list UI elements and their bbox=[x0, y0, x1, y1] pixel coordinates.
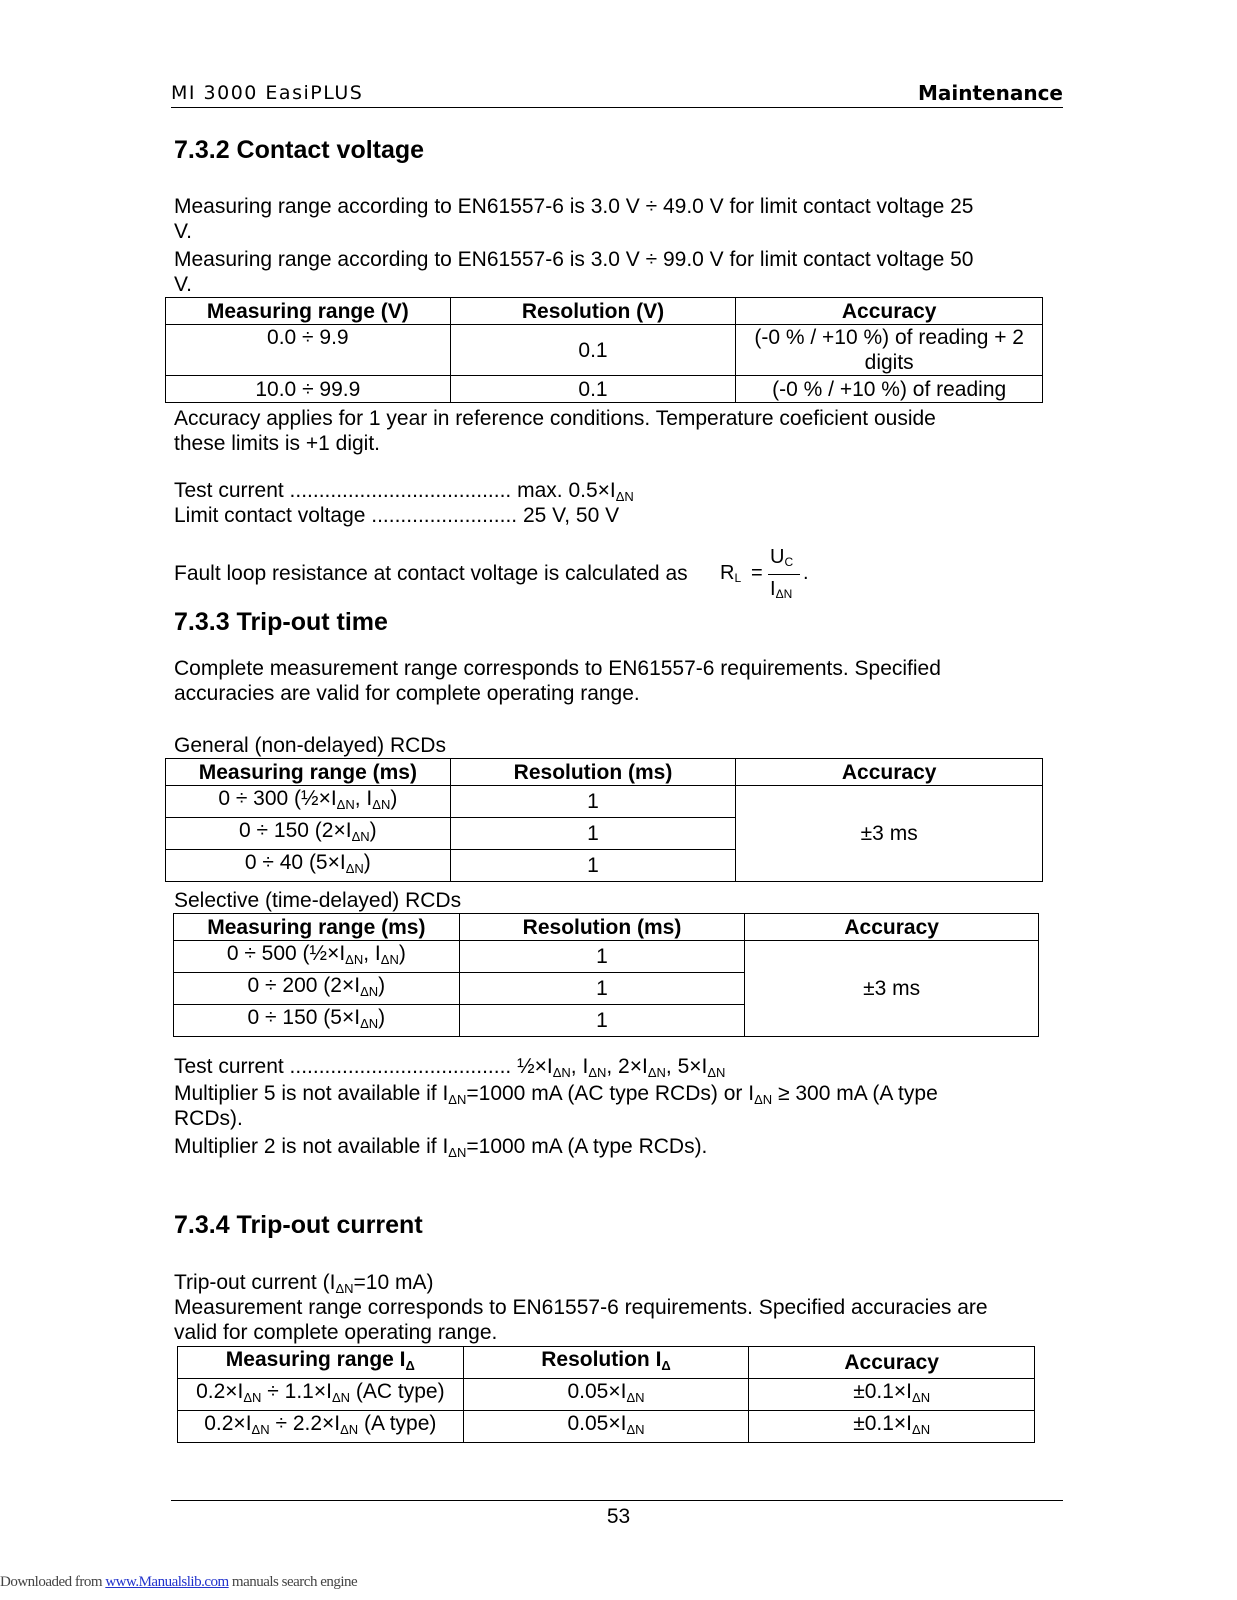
note-text: =1000 mA (AC type RCDs) or I bbox=[466, 1082, 755, 1105]
manualslib-link[interactable]: www.Manualslib.com bbox=[105, 1574, 229, 1590]
limit-contact-voltage-label: Limit contact voltage ......................... bbox=[174, 504, 518, 527]
cell-resolution: 1 bbox=[450, 850, 736, 882]
accuracy-note: Accuracy applies for 1 year in reference conditions. Temperature coeficient ouside bbox=[174, 407, 936, 430]
cell-accuracy bbox=[736, 325, 1043, 376]
subscript-delta-n: ΔN bbox=[331, 1390, 351, 1405]
multiplier-2-note bbox=[174, 1134, 707, 1165]
formula-period: . bbox=[803, 562, 809, 584]
range-text: 0 ÷ 300 (½×I bbox=[218, 787, 337, 810]
subscript-delta-n: ΔN bbox=[448, 1145, 467, 1160]
subscript-delta-n: ΔN bbox=[707, 1065, 726, 1080]
col-header-resolution: Resolution (V) bbox=[450, 298, 736, 325]
subscript-delta-n: ΔN bbox=[626, 1422, 645, 1437]
cell-accuracy: ±3 ms bbox=[736, 786, 1043, 882]
subscript-delta-n: ΔN bbox=[615, 489, 634, 504]
resolution-text: 0.05×I bbox=[567, 1380, 627, 1403]
range-text-25v: Measuring range according to EN61557-6 is 3.0 V ÷ 49.0 V for limit contact voltage 25 bbox=[174, 195, 974, 218]
limit-contact-voltage-line bbox=[174, 503, 619, 528]
trip-out-time-text: Complete measurement range corresponds to EN61557-6 requirements. Specified bbox=[174, 657, 941, 680]
note-text: ≥ 300 mA (A type bbox=[772, 1082, 938, 1105]
subscript-delta-n: ΔN bbox=[912, 1390, 931, 1405]
download-prefix: Downloaded from bbox=[0, 1574, 106, 1590]
cell-resolution: 1 bbox=[459, 1005, 745, 1037]
subscript-delta: Δ bbox=[661, 1358, 671, 1373]
note-text: =1000 mA (A type RCDs). bbox=[466, 1135, 708, 1158]
table-header-row bbox=[174, 914, 1039, 941]
page-number: 53 bbox=[606, 1505, 631, 1528]
range-text-50v-cont: V. bbox=[174, 273, 192, 296]
formula-fraction-bar bbox=[768, 574, 800, 575]
cell-range: 0 ÷ 200 $(2\times I_{\Delta N})$ bbox=[174, 973, 460, 1005]
download-footer bbox=[0, 1574, 357, 1591]
range-text: 0 ÷ 150 (2×I bbox=[239, 819, 352, 842]
cell-accuracy: ±3 ms bbox=[745, 941, 1039, 1037]
range-text-50v: Measuring range according to EN61557-6 is 3.0 V ÷ 99.0 V for limit contact voltage 50 bbox=[174, 248, 974, 271]
col-header-accuracy: Accuracy bbox=[736, 759, 1043, 786]
col-header-range: Measuring range (ms) bbox=[166, 759, 451, 786]
accuracy-text: ±0.1×I bbox=[853, 1380, 913, 1403]
fault-loop-text: Fault loop resistance at contact voltage is calculated as bbox=[174, 562, 688, 585]
subscript-delta-n: ΔN bbox=[754, 1092, 773, 1107]
col-header-range: Measuring range (ms) bbox=[174, 914, 460, 941]
cell-range: $0.2\times I_{\Delta N} \div 1.1\times I_{\Delta N}$ (AC type) bbox=[178, 1379, 464, 1411]
cell-resolution bbox=[463, 1411, 749, 1443]
col-header-resolution bbox=[463, 1347, 749, 1379]
subscript-delta-n: ΔN bbox=[360, 1016, 379, 1031]
col-header-accuracy: Accuracy bbox=[736, 298, 1043, 325]
col-header-accuracy: Accuracy bbox=[749, 1347, 1035, 1379]
table-row bbox=[178, 1379, 1035, 1411]
cell-range: 0 ÷ 40 $(5\times I_{\Delta N})$ bbox=[166, 850, 451, 882]
subscript-delta-n: ΔN bbox=[360, 984, 379, 999]
accuracy-note-cont: these limits is +1 digit. bbox=[174, 432, 381, 455]
header-product-name: MI 3000 EasiPLUS bbox=[171, 82, 364, 104]
col-header-range: Measuring range (V) bbox=[166, 298, 451, 325]
contact-voltage-table bbox=[165, 297, 1043, 403]
formula-i: I bbox=[770, 578, 776, 600]
cell-range: 0 ÷ 150 $(5\times I_{\Delta N})$ bbox=[174, 1005, 460, 1037]
test-current-label: Test current ...................................... bbox=[174, 1055, 512, 1078]
trip-out-current-text-cont: valid for complete operating range. bbox=[174, 1321, 498, 1344]
cell-range: 10.0 ÷ 99.9 bbox=[166, 376, 451, 403]
footer-divider bbox=[171, 1500, 1063, 1501]
selective-rcd-table bbox=[173, 913, 1039, 1037]
cell-resolution: 1 bbox=[459, 941, 745, 973]
table-row bbox=[166, 376, 1043, 403]
cell-resolution: 0.1 bbox=[450, 376, 736, 403]
accuracy-line-1: (-0 % / +10 %) of reading + 2 bbox=[754, 326, 1024, 349]
cell-resolution: 0.1 bbox=[450, 325, 736, 376]
intro-text: =10 mA) bbox=[353, 1271, 434, 1294]
subscript-delta-n: ΔN bbox=[251, 1422, 270, 1437]
range-text-25v-cont: V. bbox=[174, 220, 192, 243]
selective-rcd-caption: Selective (time-delayed) RCDs bbox=[174, 889, 462, 912]
cell-resolution: 1 bbox=[459, 973, 745, 1005]
table-header-row bbox=[178, 1347, 1035, 1379]
section-title-trip-out-time: 7.3.3 Trip-out time bbox=[174, 608, 388, 636]
formula-equals-sign: = bbox=[751, 562, 763, 584]
general-rcd-table bbox=[165, 758, 1043, 882]
subscript-delta-n: ΔN bbox=[345, 952, 364, 967]
page-header bbox=[171, 80, 1063, 108]
note-text: Multiplier 2 is not available if I bbox=[174, 1135, 449, 1158]
resolution-text: 0.05×I bbox=[567, 1412, 627, 1435]
accuracy-text: ±0.1×I bbox=[853, 1412, 913, 1435]
subscript-delta-n: ΔN bbox=[345, 861, 364, 876]
subscript-delta: Δ bbox=[405, 1358, 415, 1373]
general-rcd-caption: General (non-delayed) RCDs bbox=[174, 734, 446, 757]
subscript-delta-n: ΔN bbox=[626, 1390, 645, 1405]
range-type: (AC type) bbox=[350, 1380, 445, 1403]
subscript-delta-n: ΔN bbox=[588, 1065, 607, 1080]
table-row bbox=[174, 941, 1039, 973]
cell-accuracy bbox=[749, 1411, 1035, 1443]
table-header-row bbox=[166, 298, 1043, 325]
download-suffix: manuals search engine bbox=[228, 1574, 358, 1590]
col-header-accuracy: Accuracy bbox=[745, 914, 1039, 941]
subscript-delta-n: ΔN bbox=[448, 1092, 467, 1107]
formula-denominator bbox=[770, 578, 792, 601]
subscript-delta-n: ΔN bbox=[351, 829, 370, 844]
range-text: 0 ÷ 200 (2×I bbox=[247, 974, 361, 997]
formula-numerator bbox=[770, 546, 793, 569]
range-type: (A type) bbox=[358, 1412, 437, 1435]
multiplier-5-note bbox=[174, 1081, 938, 1112]
section-title-trip-out-current: 7.3.4 Trip-out current bbox=[174, 1211, 423, 1239]
subscript-delta-n: ΔN bbox=[647, 1065, 666, 1080]
cell-resolution: 1 bbox=[450, 818, 736, 850]
formula-u: U bbox=[770, 546, 785, 568]
header-text: Measuring range I bbox=[225, 1348, 406, 1371]
trip-out-time-text-cont: accuracies are valid for complete operating range. bbox=[174, 682, 640, 705]
subscript-delta-n: ΔN bbox=[336, 797, 355, 812]
cell-range: 0 ÷ 300 ($\frac{1}{2}\times I_{\Delta N}$, $I_{\Delta N}$) bbox=[166, 786, 451, 818]
table-row bbox=[166, 786, 1043, 818]
note-text: Multiplier 5 is not available if I bbox=[174, 1082, 449, 1105]
test-current-label: Test current ...................................... bbox=[174, 479, 512, 502]
cell-resolution: 1 bbox=[450, 786, 736, 818]
trip-out-current-table bbox=[177, 1346, 1035, 1443]
trip-out-current-text: Measurement range corresponds to EN61557-6 requirements. Specified accuracies are bbox=[174, 1296, 988, 1319]
formula-lhs bbox=[720, 562, 741, 585]
range-upper: 1.1 bbox=[284, 1380, 314, 1403]
col-header-resolution: Resolution (ms) bbox=[459, 914, 745, 941]
formula-den-sub: ΔN bbox=[775, 587, 793, 601]
limit-contact-voltage-value: 25 V, 50 V bbox=[522, 504, 620, 527]
accuracy-line-2: digits bbox=[864, 351, 914, 374]
range-text: 0 ÷ 40 (5×I bbox=[244, 851, 346, 874]
multiplier-5-note-cont: RCDs). bbox=[174, 1107, 243, 1130]
trip-time-test-current-line: Test current ...................................... $\frac{1}{2}\times I_{\Delta N}$, $I_{\Delta N}$, $2\times I_{\Delta N}$, $5\times I_{\Delta N}$ bbox=[174, 1055, 726, 1080]
formula-r: R bbox=[720, 562, 735, 584]
cell-range: 0.0 ÷ 9.9 bbox=[166, 325, 451, 376]
subscript-delta-n: ΔN bbox=[372, 797, 391, 812]
subscript-delta-n: ΔN bbox=[340, 1422, 359, 1437]
cell-range: 0 ÷ 500 ($\frac{1}{2}\times I_{\Delta N}$, $I_{\Delta N}$) bbox=[174, 941, 460, 973]
subscript-delta-n: ΔN bbox=[380, 952, 399, 967]
subscript-delta-n: ΔN bbox=[335, 1281, 354, 1296]
cell-accuracy: (-0 % / +10 %) of reading bbox=[736, 376, 1043, 403]
header-chapter-name: Maintenance bbox=[917, 81, 1063, 105]
range-text: 0 ÷ 500 (½×I bbox=[226, 942, 346, 965]
subscript-delta-n: ΔN bbox=[552, 1065, 571, 1080]
table-row bbox=[178, 1411, 1035, 1443]
table-header-row bbox=[166, 759, 1043, 786]
range-upper: 2.2 bbox=[292, 1412, 323, 1435]
range-text: 0 ÷ 150 (5×I bbox=[247, 1006, 361, 1029]
col-header-resolution: Resolution (ms) bbox=[450, 759, 736, 786]
formula-num-sub: C bbox=[784, 555, 794, 569]
section-title-contact-voltage: 7.3.2 Contact voltage bbox=[174, 136, 425, 164]
header-text: Resolution I bbox=[541, 1348, 662, 1371]
cell-resolution bbox=[463, 1379, 749, 1411]
cell-range: 0 ÷ 150 $(2\times I_{\Delta N})$ bbox=[166, 818, 451, 850]
cell-range: $0.2\times I_{\Delta N} \div 2.2\times I_{\Delta N}$ (A type) bbox=[178, 1411, 464, 1443]
test-current-value: max. 0.5×I bbox=[517, 479, 616, 502]
col-header-range bbox=[178, 1347, 464, 1379]
subscript-delta-n: ΔN bbox=[243, 1390, 262, 1405]
table-row bbox=[166, 325, 1043, 376]
subscript-delta-n: ΔN bbox=[912, 1422, 931, 1437]
formula-lhs-sub: L bbox=[734, 571, 742, 585]
cell-accuracy bbox=[749, 1379, 1035, 1411]
intro-text: Trip-out current (I bbox=[174, 1271, 336, 1294]
